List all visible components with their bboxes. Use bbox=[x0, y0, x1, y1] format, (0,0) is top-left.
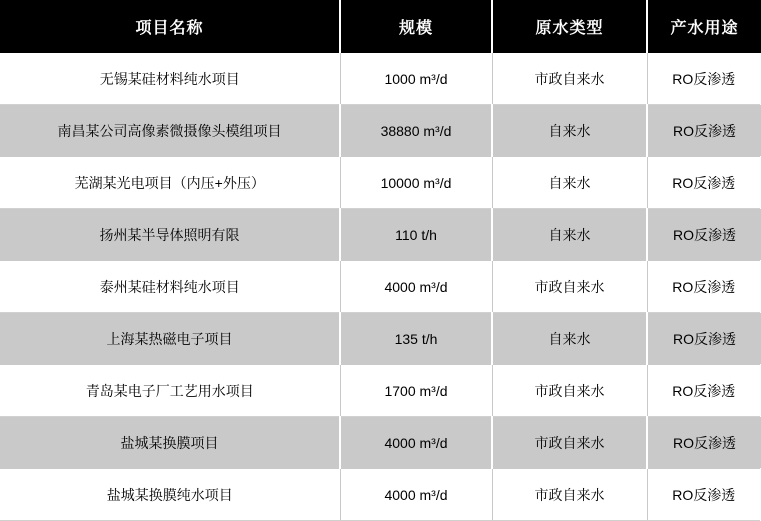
cell-product-water-usage: RO反渗透 bbox=[647, 313, 761, 365]
cell-raw-water-type: 市政自来水 bbox=[492, 53, 647, 105]
cell-project-name: 上海某热磁电子项目 bbox=[0, 313, 340, 365]
cell-raw-water-type: 市政自来水 bbox=[492, 261, 647, 313]
table-row bbox=[0, 365, 761, 417]
cell-scale: 4000 m³/d bbox=[340, 469, 492, 521]
table-row bbox=[0, 209, 761, 261]
cell-project-name: 芜湖某光电项目（内压+外压） bbox=[0, 157, 340, 209]
cell-product-water-usage: RO反渗透 bbox=[647, 261, 761, 313]
table-header bbox=[0, 0, 761, 53]
cell-project-name: 无锡某硅材料纯水项目 bbox=[0, 53, 340, 105]
cell-product-water-usage: RO反渗透 bbox=[647, 53, 761, 105]
cell-raw-water-type: 市政自来水 bbox=[492, 365, 647, 417]
cell-product-water-usage: RO反渗透 bbox=[647, 469, 761, 521]
cell-scale: 4000 m³/d bbox=[340, 261, 492, 313]
cell-product-water-usage: RO反渗透 bbox=[647, 157, 761, 209]
cell-product-water-usage: RO反渗透 bbox=[647, 417, 761, 469]
table-body bbox=[0, 53, 761, 521]
table-row bbox=[0, 313, 761, 365]
table-row bbox=[0, 157, 761, 209]
cell-product-water-usage: RO反渗透 bbox=[647, 365, 761, 417]
cell-raw-water-type: 市政自来水 bbox=[492, 469, 647, 521]
table-header-row bbox=[0, 0, 761, 53]
cell-project-name: 南昌某公司高像素微摄像头模组项目 bbox=[0, 105, 340, 157]
cell-scale: 135 t/h bbox=[340, 313, 492, 365]
cell-project-name: 泰州某硅材料纯水项目 bbox=[0, 261, 340, 313]
cell-raw-water-type: 自来水 bbox=[492, 157, 647, 209]
cell-project-name: 扬州某半导体照明有限 bbox=[0, 209, 340, 261]
cell-raw-water-type: 市政自来水 bbox=[492, 417, 647, 469]
column-header-project-name: 项目名称 bbox=[0, 0, 340, 53]
cell-raw-water-type: 自来水 bbox=[492, 209, 647, 261]
cell-scale: 110 t/h bbox=[340, 209, 492, 261]
cell-scale: 1000 m³/d bbox=[340, 53, 492, 105]
cell-scale: 4000 m³/d bbox=[340, 417, 492, 469]
column-header-raw-water-type: 原水类型 bbox=[492, 0, 647, 53]
column-header-product-water-usage: 产水用途 bbox=[647, 0, 761, 53]
cell-product-water-usage: RO反渗透 bbox=[647, 105, 761, 157]
cell-raw-water-type: 自来水 bbox=[492, 313, 647, 365]
table-row bbox=[0, 53, 761, 105]
table-row bbox=[0, 105, 761, 157]
cell-project-name: 盐城某换膜纯水项目 bbox=[0, 469, 340, 521]
table-row bbox=[0, 417, 761, 469]
cell-raw-water-type: 自来水 bbox=[492, 105, 647, 157]
cell-scale: 10000 m³/d bbox=[340, 157, 492, 209]
cell-project-name: 盐城某换膜项目 bbox=[0, 417, 340, 469]
cell-scale: 38880 m³/d bbox=[340, 105, 492, 157]
column-header-scale: 规模 bbox=[340, 0, 492, 53]
cell-project-name: 青岛某电子厂工艺用水项目 bbox=[0, 365, 340, 417]
cell-scale: 1700 m³/d bbox=[340, 365, 492, 417]
table-row bbox=[0, 261, 761, 313]
table-row bbox=[0, 469, 761, 521]
cell-product-water-usage: RO反渗透 bbox=[647, 209, 761, 261]
